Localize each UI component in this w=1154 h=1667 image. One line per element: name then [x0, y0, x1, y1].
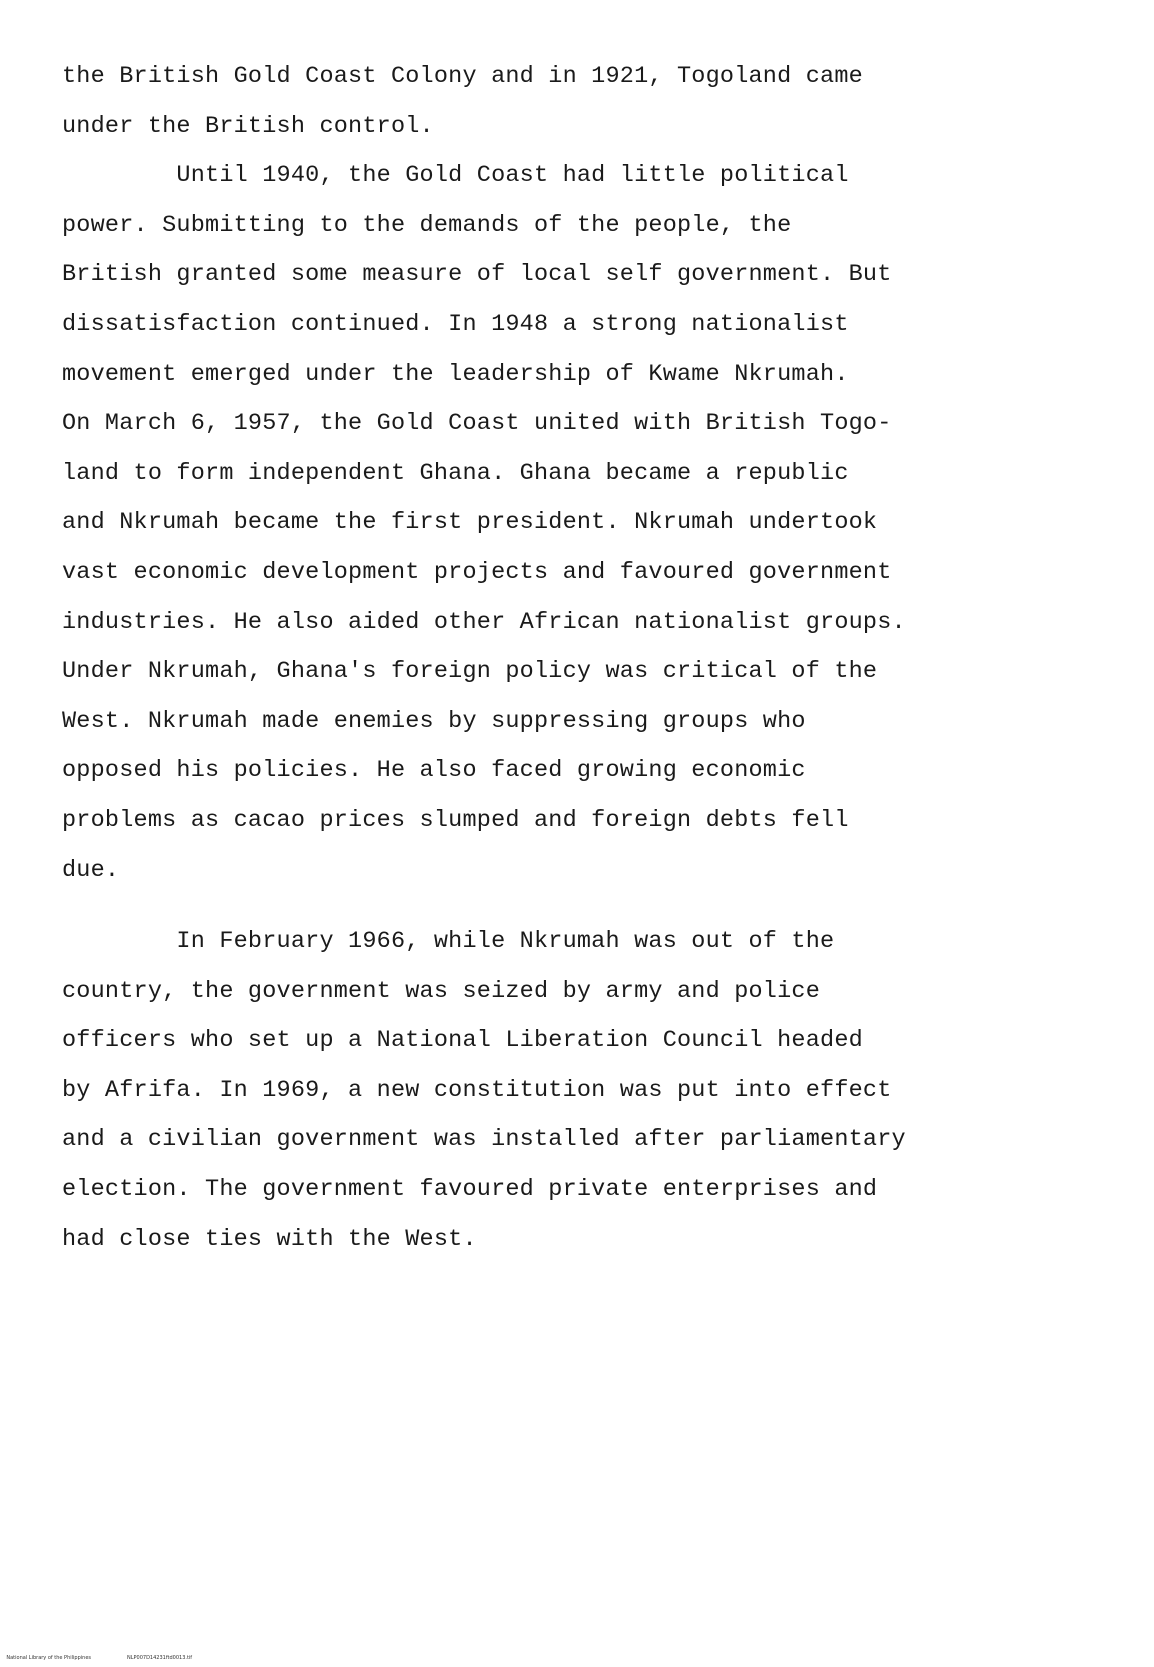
text-line: industries. He also aided other African nationalist groups. [62, 608, 906, 636]
text-line: On March 6, 1957, the Gold Coast united with British Togo- [62, 410, 892, 438]
text-line: In February 1966, while Nkrumah was out of the [62, 928, 835, 956]
text-line: officers who set up a National Liberation Council headed [62, 1027, 863, 1055]
text-line: Under Nkrumah, Ghana's foreign policy was critical of the [62, 658, 878, 686]
document-body [62, 52, 1022, 1264]
text-line: due. [62, 856, 120, 884]
text-line: West. Nkrumah made enemies by suppressing groups who [62, 707, 806, 735]
text-line: opposed his policies. He also faced growing economic [62, 757, 806, 785]
text-line: country, the government was seized by army and police [62, 977, 821, 1005]
text-line: and a civilian government was installed after parliamentary [62, 1126, 906, 1154]
scan-footer [0, 1649, 192, 1667]
text-line: the British Gold Coast Colony and in 1921, Togoland came [62, 63, 863, 90]
text-line: dissatisfaction continued. In 1948 a strong nationalist [62, 310, 849, 338]
text-line: movement emerged under the leadership of Kwame Nkrumah. [62, 360, 849, 388]
library-name: National Library of the Philippines [6, 1655, 91, 1661]
text-line: by Afrifa. In 1969, a new constitution was put into effect [62, 1076, 892, 1104]
text-line: and Nkrumah became the first president. Nkrumah undertook [62, 509, 878, 537]
text-line: land to form independent Ghana. Ghana became a republic [62, 459, 849, 487]
text-line: under the British control. [62, 112, 434, 140]
text-line: problems as cacao prices slumped and foreign debts fell [62, 806, 849, 834]
text-line: power. Submitting to the demands of the people, the [62, 211, 792, 239]
text-line: vast economic development projects and favoured government [62, 558, 892, 586]
file-name: NLP007D14231ftd0013.tif [127, 1655, 193, 1661]
text-line: Until 1940, the Gold Coast had little political [62, 162, 849, 190]
paragraph-gap [62, 895, 1022, 917]
text-line: had close ties with the West. [62, 1225, 477, 1253]
text-line: election. The government favoured private enterprises and [62, 1176, 878, 1204]
text-line: British granted some measure of local self government. But [62, 261, 892, 289]
